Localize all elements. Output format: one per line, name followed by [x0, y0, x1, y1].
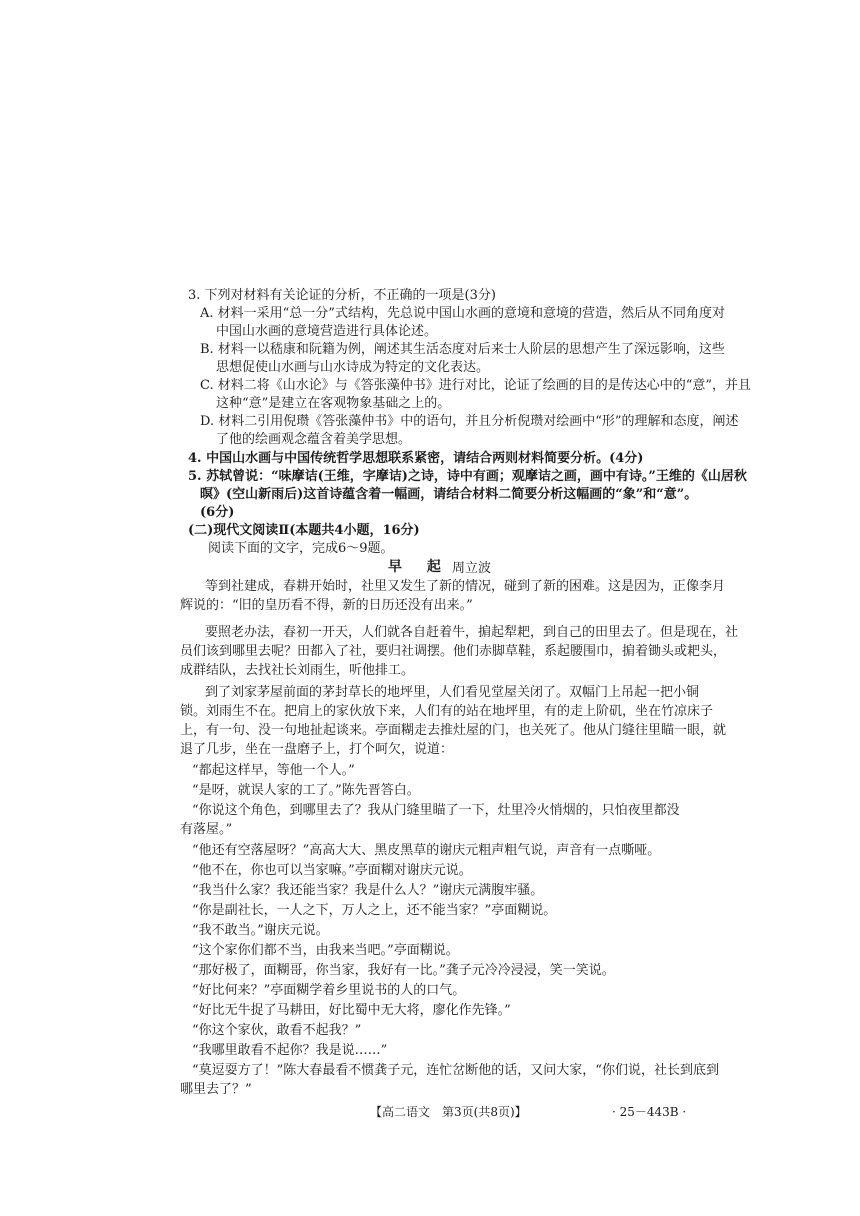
option-a-line2: 中国山水画的意境营造进行具体论述。	[216, 324, 438, 339]
story-line: 等到社建成，春耕开始时，社里又发生了新的情况，碰到了新的困难。这是因为，正像李月	[205, 579, 726, 594]
option-d-line2: 了他的绘画观念蕴含着美学思想。	[216, 432, 412, 447]
story-line: “都起这样早，等他一个人。”	[192, 763, 355, 778]
section-heading: (二)现代文阅读Ⅱ(本题共4小题，16分)	[188, 523, 420, 538]
story-line: “我哪里敢看不起你？我是说……”	[192, 1043, 388, 1058]
question-5-line1: 5. 苏轼曾说：“味摩诘(王维，字摩诘)之诗，诗中有画；观摩诘之画，画中有诗。”王维的《山居秋	[188, 469, 747, 484]
story-line: “是呀，就误人家的工了。”陈先晋答白。	[192, 783, 420, 798]
page-code: · 25－443B ·	[612, 1105, 687, 1119]
option-d-line1: D. 材料二引用倪瓒《答张藻仲书》中的语句，并且分析倪瓒对绘画中“形”的理解和态度，阐述	[200, 414, 739, 429]
section-instruction: 阅读下面的文字，完成6～9题。	[208, 541, 394, 556]
story-line: “我不敢当。”谢庆元说。	[192, 923, 329, 938]
story-line: 有落屋。”	[180, 822, 233, 837]
story-line: 成群结队，去找社长刘雨生，听他排工。	[180, 663, 415, 678]
option-b-line1: B. 材料一以嵇康和阮籍为例，阐述其生活态度对后来士人阶层的思想产生了深远影响，这些	[200, 342, 725, 357]
page-footer: 【高二语文 第3页(共8页)】	[370, 1105, 527, 1119]
story-author: 周立波	[452, 561, 492, 576]
story-line: 要照老办法，春初一开天，人们就各自赶着牛，掮起犁耙，到自己的田里去了。但是现在，社	[205, 625, 739, 640]
option-b-line2: 思想促使山水画与山水诗成为特定的文化表达。	[216, 360, 490, 375]
story-title: 早 起	[388, 559, 451, 575]
story-line: 员们该到哪里去呢？田都入了社，要归社调摆。他们赤脚草鞋，系起腰围巾，掮着锄头或耙头，	[180, 644, 727, 659]
story-line: 锁。刘雨生不在。把肩上的家伙放下来，人们有的站在地坪里，有的走上阶矶，坐在竹凉床子	[180, 704, 714, 719]
story-line: 辉说的：“旧的皇历看不得，新的日历还没有出来。”	[180, 598, 473, 613]
story-line: 哪里去了？”	[180, 1082, 252, 1097]
story-line: 退了几步，坐在一盘磨子上，打个呵欠，说道：	[180, 742, 454, 757]
option-a-line1: A. 材料一采用“总一分”式结构，先总说中国山水画的意境和意境的营造，然后从不同角度对	[200, 306, 725, 321]
story-line: “好比无牛捉了马耕田，好比蜀中无大将，廖化作先锋。”	[192, 1003, 511, 1018]
story-line: “好比何来？”亭面糊学着乡里说书的人的口气。	[192, 983, 466, 998]
question-3-stem: 3. 下列对材料有关论证的分析，不正确的一项是(3分)	[188, 288, 496, 303]
story-line: “你这个家伙，敢看不起我？”	[192, 1023, 362, 1038]
question-5-line3: (6分)	[200, 505, 235, 520]
question-5-line2: 暝》(空山新雨后)这首诗蕴含着一幅画，请结合材料二简要分析这幅画的“象”和“意”。	[200, 487, 698, 502]
story-line: “莫逗耍方了！”陈大春最看不惯龚子元，连忙岔断他的话，又问大家，“你们说，社长到底到	[192, 1063, 719, 1078]
story-line: “你是副社长，一人之下，万人之上，还不能当家？”亭面糊说。	[192, 903, 557, 918]
story-line: 到了刘家茅屋前面的茅封草长的地坪里，人们看见堂屋关闭了。双幅门上吊起一把小铜	[205, 685, 700, 700]
story-line: “我当什么家？我还能当家？我是什么人？”谢庆元满腹牢骚。	[192, 883, 544, 898]
story-line: 上，有一句、没一句地扯起谈来。亭面糊走去推灶屋的门，也关死了。他从门缝往里瞄一眼，就	[180, 723, 727, 738]
option-c-line1: C. 材料二将《山水论》与《答张藻仲书》进行对比，论证了绘画的目的是传达心中的“意”，并且	[200, 378, 752, 393]
story-line: “你说这个角色，到哪里去了？我从门缝里瞄了一下，灶里冷火悄烟的，只怕夜里都没	[192, 803, 680, 818]
story-line: “那好极了，面糊哥，你当家，我好有一比。”龚子元冷冷浸浸，笑一笑说。	[192, 963, 615, 978]
option-c-line2: 这种“意”是建立在客观物象基础之上的。	[216, 396, 451, 411]
story-line: “他还有空落屋呀？”高高大大、黑皮黑草的谢庆元粗声粗气说，声音有一点嘶哑。	[192, 843, 661, 858]
story-line: “他不在，你也可以当家嘛。”亭面糊对谢庆元说。	[192, 863, 472, 878]
story-line: “这个家你们都不当，由我来当吧。”亭面糊说。	[192, 943, 459, 958]
question-4: 4. 中国山水画与中国传统哲学思想联系紧密，请结合两则材料简要分析。(4分)	[188, 451, 644, 466]
